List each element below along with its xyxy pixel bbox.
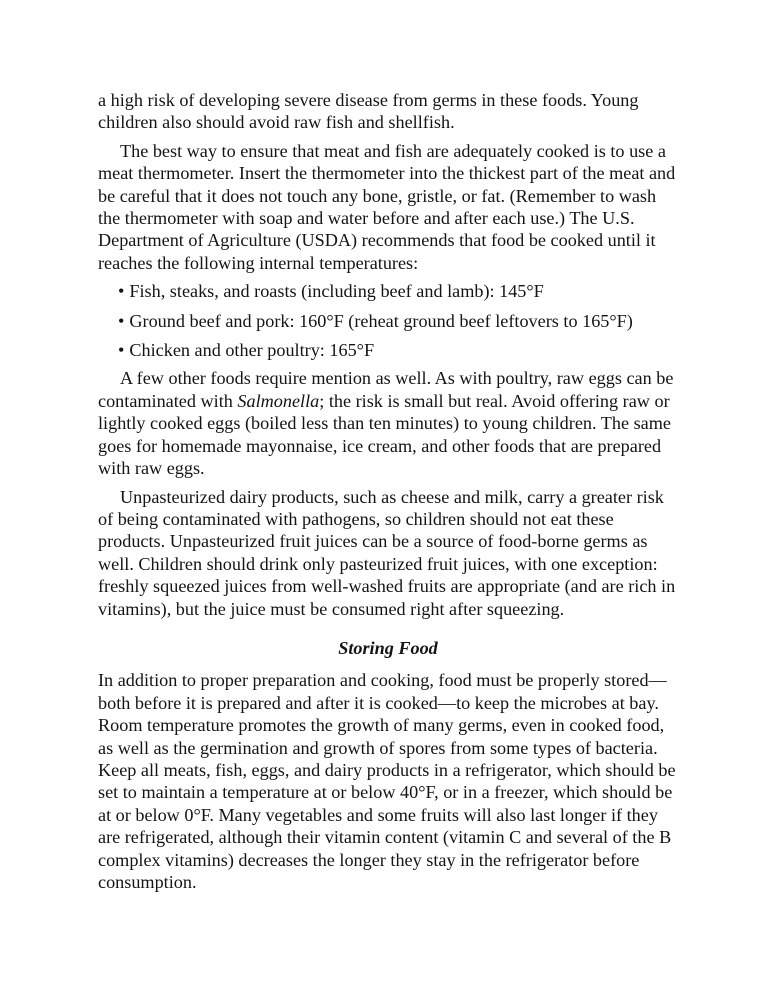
paragraph-meat-thermometer: The best way to ensure that meat and fish are adequately cooked is to use a meat thermometer. Insert the thermometer into the thickest part of the meat and be careful that it does not touch any bone, gristle, or fat. (Remember to wash the thermometer with soap and water before and after each use.) The U.S. Department of Agriculture (USDA) recommends that food be cooked until it reaches the following internal temperatures: <box>98 140 676 273</box>
temperature-list <box>98 280 678 361</box>
paragraph-storage: In addition to proper preparation and cooking, food must be properly stored—both before it is prepared and after it is cooked—to keep the microbes at bay. Room temperature promotes the growth of many germs, even in cooked food, as well as the germination and growth of spores from some types of bacteria. Keep all meats, fish, eggs, and dairy products in a refrigerator, which should be set to maintain a temperature at or below 40°F, or in a freezer, which should be at or below 0°F. Many vegetables and some fruits will also last longer if they are refrigerated, although their vitamin content (vitamin C and several of the B complex vitamins) decreases the longer they stay in the refrigerator before consumption. <box>98 670 676 892</box>
list-item <box>118 280 678 302</box>
bullet-icon: • <box>118 340 125 361</box>
list-item-text: Chicken and other poultry: 165°F <box>129 340 375 361</box>
paragraph-continuation: a high risk of developing severe disease from germs in these foods. Young children also should avoid raw fish and shellfish. <box>98 90 639 133</box>
list-item-text: Fish, steaks, and roasts (including beef and lamb): 145°F <box>129 281 544 302</box>
section-heading: Storing Food <box>338 637 438 658</box>
paragraph-eggs-text-end: ; the risk is small but real. Avoid offering raw or lightly cooked eggs (boiled less than ten minutes) to young children. The same goes for homemade mayonnaise, ice cream, and other foods that are prepared with raw eggs. <box>98 390 671 479</box>
list-item <box>118 310 678 332</box>
paragraph-eggs-text-start: A few other foods require mention as well. As with poultry, raw eggs can be contaminated with <box>98 368 674 411</box>
paragraph-dairy: Unpasteurized dairy products, such as cheese and milk, carry a greater risk of being contaminated with pathogens, so children should not eat these products. Unpasteurized fruit juices can be a source of food-borne germs as well. Children should drink only pasteurized fruit juices, with one exception: freshly squeezed juices from well-washed fruits are appropriate (and are rich in vitamins), but the juice must be consumed right after squeezing. <box>98 486 676 619</box>
paragraph-eggs <box>98 367 678 479</box>
salmonella-term: Salmonella <box>237 390 320 411</box>
bullet-icon: • <box>118 310 125 331</box>
document-page <box>98 89 678 893</box>
list-item-text: Ground beef and pork: 160°F (reheat ground beef leftovers to 165°F) <box>129 310 633 331</box>
list-item <box>118 339 678 361</box>
bullet-icon: • <box>118 281 125 302</box>
